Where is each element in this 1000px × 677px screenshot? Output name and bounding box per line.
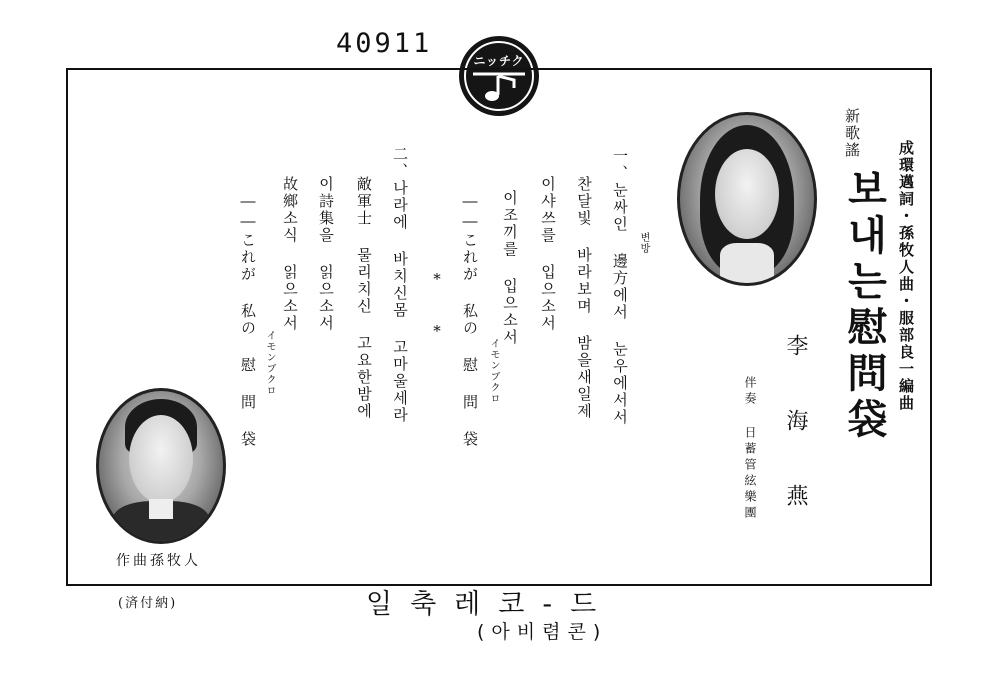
verse2-line4: 故鄉소식 읽으소서 bbox=[281, 176, 299, 332]
record-label-name: 일축레코-드 bbox=[366, 589, 615, 620]
accompaniment: 伴奏 日蓄管絃樂團 bbox=[743, 376, 757, 522]
verse1-line3: 이샤쓰를 입으소서 bbox=[539, 176, 557, 332]
song-credits: 成環邁詞・孫牧人曲・服部良一編曲 bbox=[897, 140, 915, 412]
verse-separator: * * bbox=[428, 270, 446, 348]
ruby-byeonbang: 변방 bbox=[638, 232, 649, 254]
singer-name: 李 海 燕 bbox=[783, 334, 808, 520]
song-genre: 新歌謠 bbox=[843, 108, 861, 159]
verse2-line3: 이詩集을 읽으소서 bbox=[317, 176, 335, 332]
record-label-sub: (아비렴콘) bbox=[477, 621, 608, 643]
verse1-line4: 이조끼를 입으소서 bbox=[501, 190, 519, 346]
composer-caption: 作曲孫牧人 bbox=[116, 553, 201, 569]
verse2-line1: 二、나라에 바치신몸 고마울세라 bbox=[391, 146, 409, 424]
song-title: 보내는慰問袋 bbox=[841, 168, 888, 444]
footer-note: (済付納) bbox=[118, 596, 178, 611]
ruby-imon-1: イモンブクロ bbox=[488, 338, 499, 404]
verse2-line2: 敵軍士 물리치신 고요한밤에 bbox=[355, 176, 373, 420]
verse2-line5: ――これが 私の 慰 問 袋 bbox=[239, 192, 257, 448]
catalog-number: 40911 bbox=[336, 28, 433, 59]
verse1-line1: 一、눈싸인 邊方에서 눈우에서서 bbox=[611, 148, 629, 426]
verse1-line5: ――これが 私の 慰 問 袋 bbox=[461, 192, 479, 448]
singer-photo bbox=[677, 112, 817, 286]
verse1-line2: 찬달빛 바라보며 밤을새일제 bbox=[575, 176, 593, 420]
composer-photo bbox=[96, 388, 226, 544]
ruby-imon-2: イモンブクロ bbox=[264, 330, 275, 396]
logo-text: ニッチク bbox=[473, 54, 525, 68]
